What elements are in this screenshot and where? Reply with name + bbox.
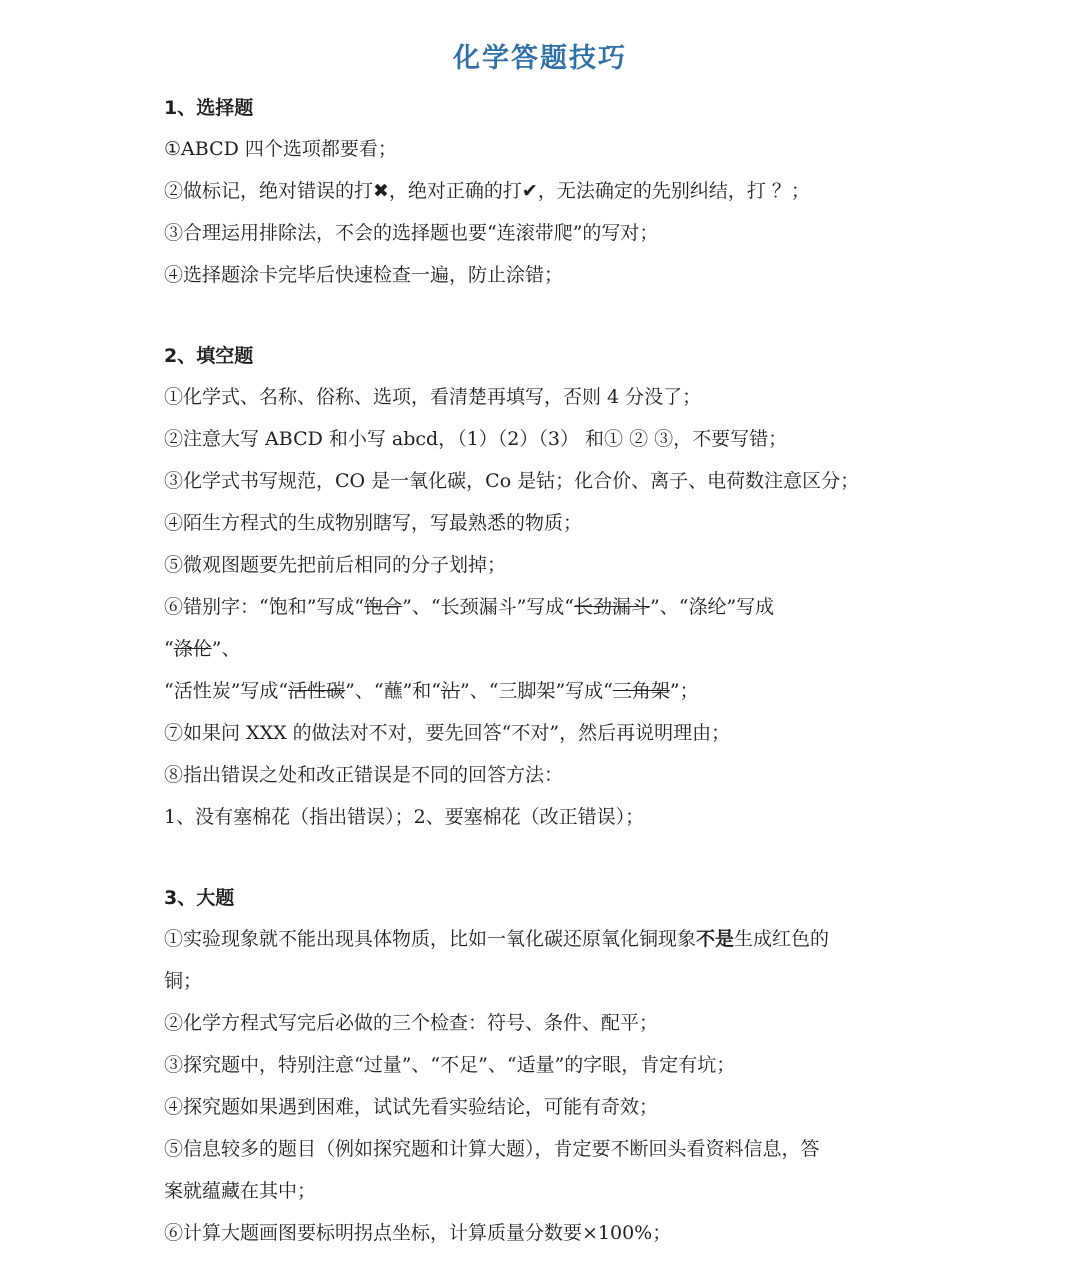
section-heading: 1、选择题 — [164, 97, 254, 119]
typo-text: “活性炭”写成“ — [164, 680, 289, 702]
list-item: ③化学式书写规范，CO 是一氧化碳，Co 是钴；化合价、离子、电荷数注意区分； — [164, 470, 860, 492]
typo-wrong-word: 饱合 — [364, 596, 403, 618]
typo-text: ”、“长颈漏斗”写成“ — [402, 596, 575, 618]
item-text: 生成红色的 — [734, 928, 830, 950]
list-item: ④探究题如果遇到困难，试试先看实验结论，可能有奇效； — [164, 1096, 659, 1118]
typo-text: “ — [164, 638, 174, 660]
list-item: ⑦如果问 XXX 的做法对不对，要先回答“不对”，然后再说明理由； — [164, 722, 731, 744]
item-text: ①实验现象就不能出现具体物质，比如一氧化碳还原氧化铜现象 — [164, 928, 697, 950]
typo-text: ”、 — [211, 638, 241, 660]
list-item: ⑤信息较多的题目（例如探究题和计算大题），肯定要不断回头看资料信息，答 — [164, 1138, 820, 1160]
list-item-typos — [164, 586, 954, 628]
typo-text: ”； — [669, 680, 699, 702]
typo-wrong-word: 活性碳 — [288, 680, 346, 702]
list-item: 1、没有塞棉花（指出错误）；2、要塞棉花（改正错误）； — [164, 806, 645, 828]
list-item: ②注意大写 ABCD 和小写 abcd，（1）（2）（3） 和① ② ③，不要写错； — [164, 428, 788, 450]
list-item: ⑤微观图题要先把前后相同的分子划掉； — [164, 554, 507, 576]
typo-text: ”、“蘸”和“ — [345, 680, 442, 702]
section-fill-in — [164, 336, 954, 838]
typo-text: ”、“涤纶”写成 — [650, 596, 775, 618]
list-item-cont: 铜； — [164, 970, 203, 992]
list-item: ⑥计算大题画图要标明拐点坐标，计算质量分数要×100%； — [164, 1222, 672, 1244]
section-big-questions — [164, 878, 954, 1254]
list-item: ⑧指出错误之处和改正错误是不同的回答方法： — [164, 764, 564, 786]
list-item: ④陌生方程式的生成物别瞎写，写最熟悉的物质； — [164, 512, 583, 534]
list-item-typos-cont — [164, 670, 954, 712]
list-item: ①化学式、名称、俗称、选项，看清楚再填写，否则 4 分没了； — [164, 386, 702, 408]
list-item: ④选择题涂卡完毕后快速检查一遍，防止涂错； — [164, 264, 564, 286]
typo-wrong-word: 长劲漏斗 — [574, 596, 651, 618]
typo-wrong-word: 三角架 — [612, 680, 670, 702]
typo-wrong-word: 涤伦 — [173, 638, 212, 660]
list-item: ②做标记，绝对错误的打✖，绝对正确的打✔，无法确定的先别纠结，打 ？； — [164, 180, 810, 202]
typo-wrong-word: 沾 — [441, 680, 461, 702]
document-body — [164, 88, 954, 1254]
section-heading: 2、填空题 — [164, 345, 254, 367]
list-item-cont: 案就蕴藏在其中； — [164, 1180, 317, 1202]
list-item — [164, 918, 954, 960]
typo-text: ⑥错别字：“饱和”写成“ — [164, 596, 365, 618]
list-item: ③合理运用排除法，不会的选择题也要“连滚带爬”的写对； — [164, 222, 659, 244]
typo-text: ”、“三脚架”写成“ — [460, 680, 613, 702]
list-item-typos-cont — [164, 628, 954, 670]
list-item: ②化学方程式写完后必做的三个检查：符号、条件、配平； — [164, 1012, 659, 1034]
section-multiple-choice — [164, 88, 954, 296]
list-item: ③探究题中，特别注意“过量”、“不足”、“适量”的字眼，肯定有坑； — [164, 1054, 736, 1076]
document-title: 化学答题技巧 — [453, 43, 627, 74]
item-emphasis: 不是 — [696, 928, 735, 950]
list-item: ①ABCD 四个选项都要看； — [164, 138, 397, 160]
section-heading: 3、大题 — [164, 887, 235, 909]
